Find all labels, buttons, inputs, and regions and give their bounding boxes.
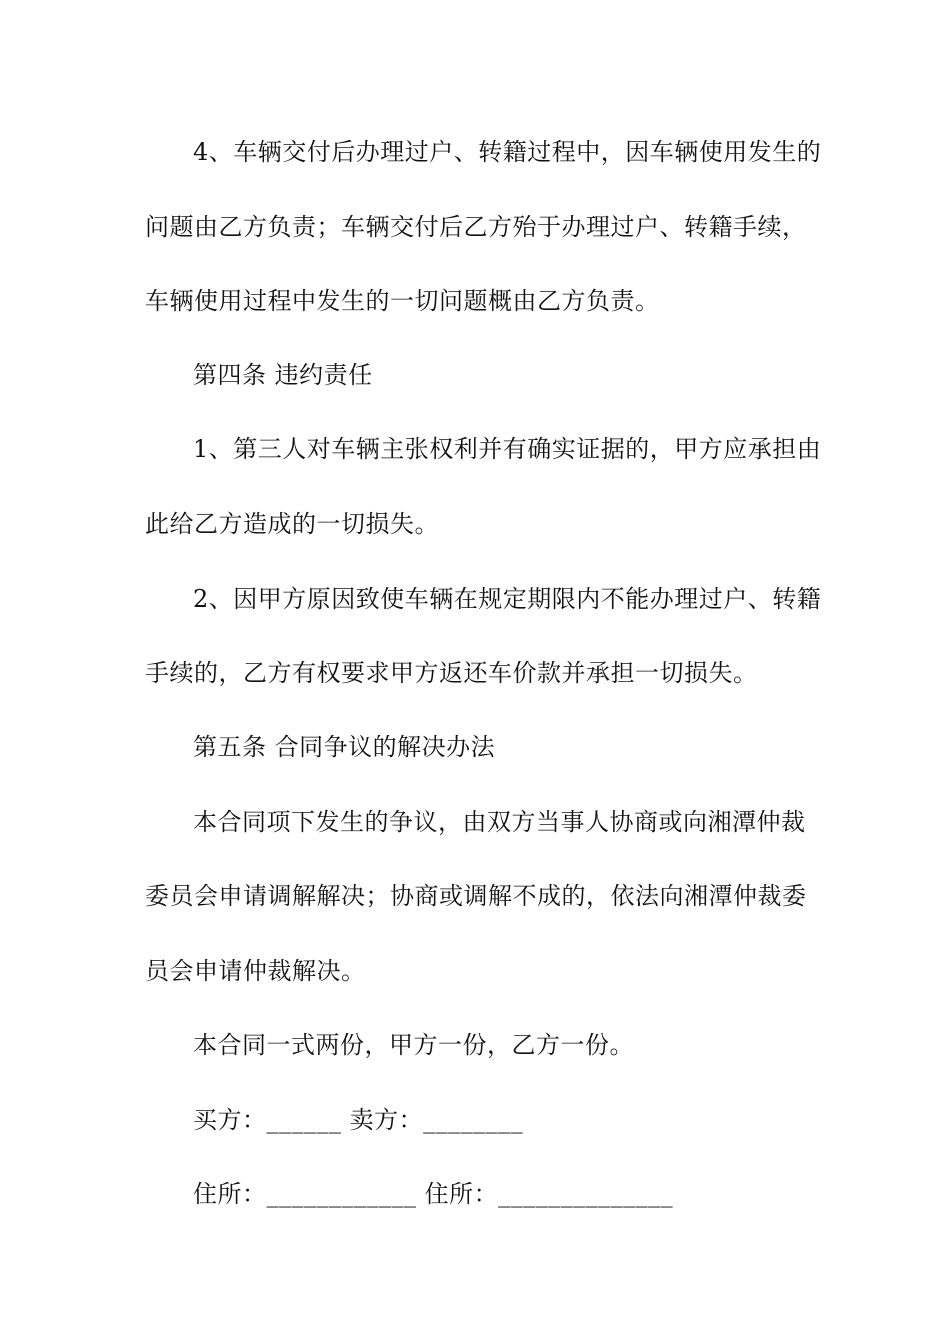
buyer-label: 买方： (193, 1106, 267, 1134)
paragraph-line: 4、车辆交付后办理过户、转籍过程中，因车辆使用发生的 (193, 138, 822, 166)
section-heading: 第四条 违约责任 (193, 361, 373, 389)
paragraph-line: 车辆使用过程中发生的一切问题概由乙方负责。 (145, 287, 660, 315)
paragraph-line: 1、第三人对车辆主张权利并有确实证据的，甲方应承担由 (193, 435, 822, 463)
paragraph-line: 本合同项下发生的争议，由双方当事人协商或向湘潭仲裁 (193, 808, 806, 836)
paragraph-line: 本合同一式两份，甲方一份，乙方一份。 (193, 1031, 634, 1059)
buyer-blank: ______ (266, 1106, 342, 1134)
address-blank-buyer: ____________ (266, 1180, 417, 1208)
paragraph-line: 问题由乙方负责；车辆交付后乙方殆于办理过户、转籍手续， (145, 213, 807, 241)
paragraph-line: 员会申请仲裁解决。 (145, 957, 366, 985)
paragraph-line: 手续的，乙方有权要求甲方返还车价款并承担一切损失。 (145, 659, 758, 687)
address-label-buyer: 住所： (193, 1180, 267, 1208)
signature-line-parties (193, 1105, 523, 1135)
seller-label: 卖方： (349, 1106, 424, 1134)
section-heading: 第五条 合同争议的解决办法 (193, 733, 496, 761)
address-blank-seller: ______________ (498, 1180, 674, 1208)
paragraph-line: 委员会申请调解解决；协商或调解不成的，依法向湘潭仲裁委 (145, 882, 807, 910)
paragraph-line: 2、因甲方原因致使车辆在规定期限内不能办理过户、转籍 (193, 585, 822, 613)
address-label-seller: 住所： (424, 1180, 499, 1208)
signature-line-address (193, 1179, 673, 1209)
paragraph-line: 此给乙方造成的一切损失。 (145, 510, 439, 538)
seller-blank: ________ (423, 1106, 524, 1134)
